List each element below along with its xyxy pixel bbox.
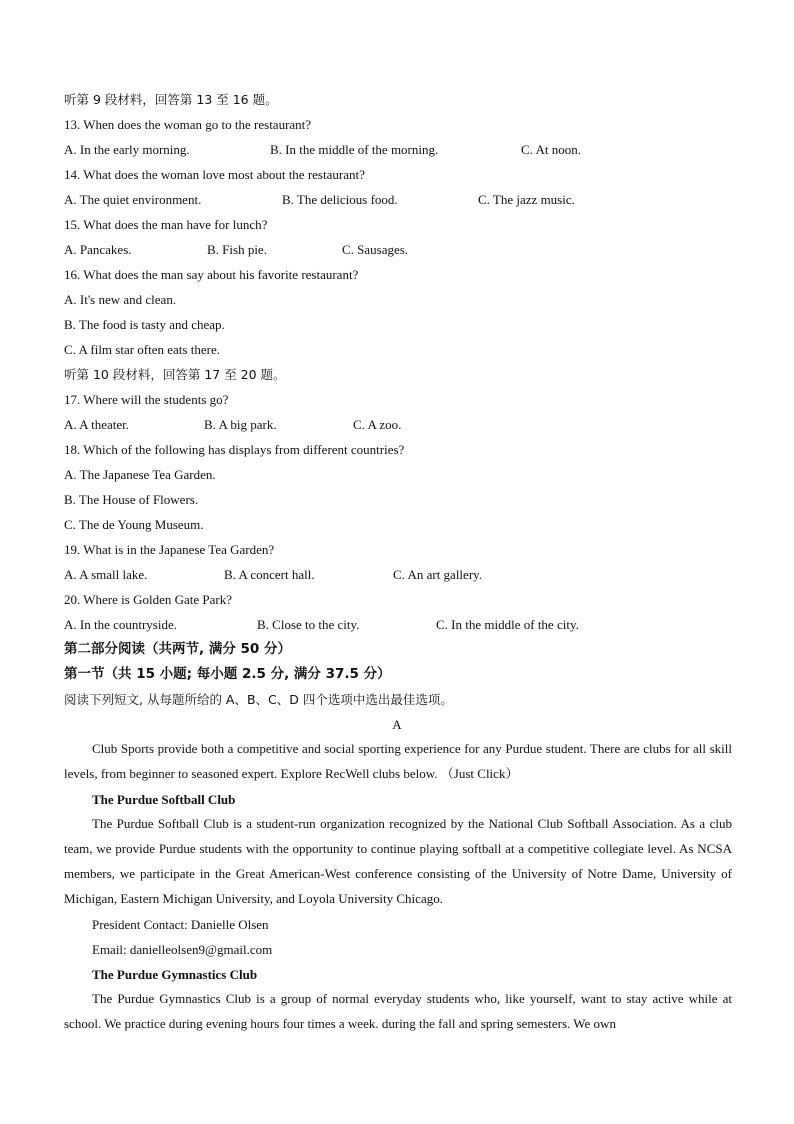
question-17: 17. Where will the students go? xyxy=(64,392,229,407)
reading-instruction: 阅读下列短文, 从每题所给的 A、B、C、D 四个选项中选出最佳选项。 xyxy=(64,692,453,707)
option-b: B. A concert hall. xyxy=(224,567,315,582)
club-2-title: The Purdue Gymnastics Club xyxy=(92,967,258,982)
passage-label: A xyxy=(392,717,402,732)
option-a: A. In the early morning. xyxy=(64,142,190,157)
question-20: 20. Where is Golden Gate Park? xyxy=(64,592,232,607)
option-c: C. A zoo. xyxy=(353,417,402,432)
question-18-option-a: A. The Japanese Tea Garden. xyxy=(64,467,216,482)
option-c: C. The jazz music. xyxy=(478,192,575,207)
section-1-heading: 第一节（共 15 小题; 每小题 2.5 分, 满分 37.5 分） xyxy=(64,666,391,682)
club-1-title: The Purdue Softball Club xyxy=(92,792,236,807)
option-c: C. Sausages. xyxy=(342,242,409,257)
section-9-intro: 听第 9 段材料，回答第 13 至 16 题。 xyxy=(64,92,278,107)
club-1-text: The Purdue Softball Club is a student-run organization recognized by the National Club Softball Association. As a club team, we provide Purdue students with the opportunity to continue playing softball at a competitive collegiate level. As NCSA members, we participate in the Great American-West conference consisting of the University of Notre Dame, University of Michigan, Eastern Michigan University, and Loyola University Chicago. xyxy=(64,816,732,906)
question-16-option-b: B. The food is tasty and cheap. xyxy=(64,317,225,332)
option-b: B. In the middle of the morning. xyxy=(270,142,439,157)
question-16-option-c: C. A film star often eats there. xyxy=(64,342,220,357)
option-c: C. At noon. xyxy=(521,142,581,157)
option-a: A. A theater. xyxy=(64,417,129,432)
club-2-text: The Purdue Gymnastics Club is a group of normal everyday students who, like yourself, want to stay active while at school. We practice during evening hours four times a week. during the fall and spring semesters. We own xyxy=(64,991,732,1031)
option-b: B. Close to the city. xyxy=(257,617,360,632)
option-b: B. A big park. xyxy=(204,417,277,432)
option-a: A. A small lake. xyxy=(64,567,148,582)
option-a: A. In the countryside. xyxy=(64,617,178,632)
question-14: 14. What does the woman love most about the restaurant? xyxy=(64,167,365,182)
option-b: B. Fish pie. xyxy=(207,242,267,257)
passage-intro: Club Sports provide both a competitive and social sporting experience for any Purdue student. There are clubs for all skill levels, from beginner to seasoned expert. Explore RecWell clubs below. （Just Click） xyxy=(64,741,732,781)
club-1-email: Email: danielleolsen9@gmail.com xyxy=(92,942,273,957)
question-15: 15. What does the man have for lunch? xyxy=(64,217,268,232)
question-18-option-b: B. The House of Flowers. xyxy=(64,492,199,507)
question-19: 19. What is in the Japanese Tea Garden? xyxy=(64,542,275,557)
option-c: C. In the middle of the city. xyxy=(436,617,579,632)
club-1-contact: President Contact: Danielle Olsen xyxy=(92,917,269,932)
option-b: B. The delicious food. xyxy=(282,192,398,207)
option-a: A. The quiet environment. xyxy=(64,192,202,207)
option-a: A. Pancakes. xyxy=(64,242,132,257)
question-16-option-a: A. It's new and clean. xyxy=(64,292,177,307)
option-c: C. An art gallery. xyxy=(393,567,483,582)
question-13: 13. When does the woman go to the restaurant? xyxy=(64,117,312,132)
section-10-intro: 听第 10 段材料，回答第 17 至 20 题。 xyxy=(64,367,286,382)
question-16: 16. What does the man say about his favorite restaurant? xyxy=(64,267,359,282)
question-18: 18. Which of the following has displays from different countries? xyxy=(64,442,405,457)
question-18-option-c: C. The de Young Museum. xyxy=(64,517,204,532)
part-2-heading: 第二部分阅读（共两节, 满分 50 分） xyxy=(64,641,292,657)
